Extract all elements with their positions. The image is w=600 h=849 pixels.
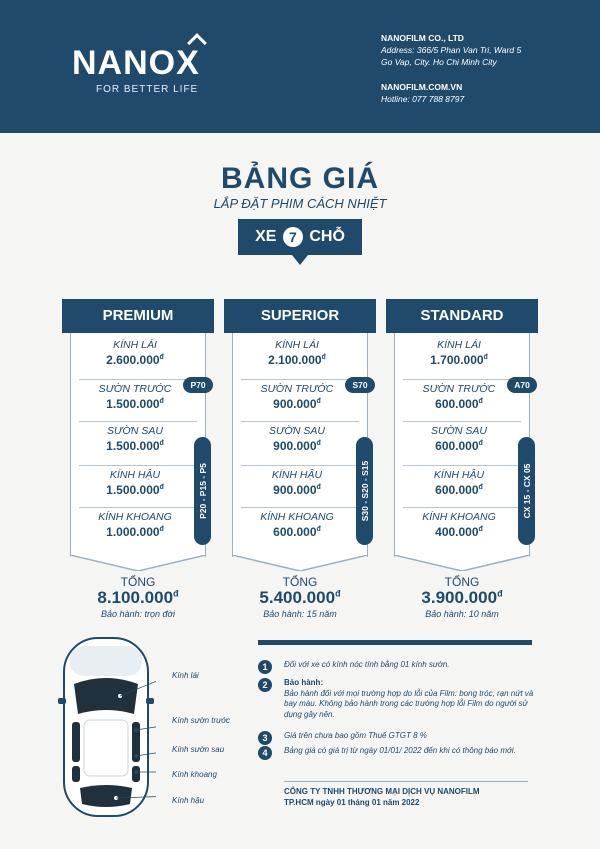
note-text: Giá trên chưa bao gồm Thuế GTGT 8 %	[284, 731, 427, 740]
total-label: TỔNG	[282, 575, 318, 589]
car-label-kinh-hau: Kính hậu	[172, 796, 205, 805]
signature-block	[284, 786, 480, 808]
seat-count-badge: 7	[283, 227, 303, 247]
notes-divider	[258, 640, 532, 645]
package-name: PREMIUM	[62, 299, 214, 333]
glass-price: $2.100.000^đ$	[268, 353, 326, 367]
glass-type-label: KÍNH KHOANG	[422, 511, 496, 523]
signature-date: TP.HCM ngày 01 tháng 01 năm 2022	[284, 798, 420, 807]
glass-type-label: KÍNH LÁI	[275, 339, 319, 351]
total-price: $8.100.000^đ$	[97, 588, 179, 607]
row-separator	[241, 465, 359, 466]
glass-type-label: SƯỜN TRƯỚC	[422, 383, 496, 395]
row-separator	[79, 507, 197, 508]
company-info	[381, 32, 521, 105]
note-text: Đối với xe có kính nóc tính bằng 01 kính sườn.	[284, 660, 450, 669]
film-badge: P70	[183, 377, 213, 393]
glass-price: $400.000^đ$	[435, 525, 483, 539]
row-separator	[241, 507, 359, 508]
price-row	[79, 383, 191, 423]
price-row	[241, 469, 353, 509]
logo-text: NANO	[72, 44, 177, 82]
price-row	[241, 383, 353, 423]
address-line-2: Go Vap, City. Ho Chi Minh City	[381, 57, 497, 67]
price-row	[403, 511, 515, 551]
glass-type-label: SƯỜN SAU	[431, 425, 487, 437]
car-label-suon-sau: Kính sườn sau	[172, 745, 225, 754]
tagline: FOR BETTER LIFE	[96, 84, 199, 95]
card-tip-shape	[394, 555, 530, 571]
glass-price: $600.000^đ$	[435, 397, 483, 411]
price-row	[241, 425, 353, 465]
car-label-kinh-khoang: Kính khoang	[172, 770, 217, 779]
note-item	[258, 660, 536, 671]
total-label: TỔNG	[444, 575, 480, 589]
card-body	[70, 333, 206, 557]
total-superior	[224, 575, 376, 619]
glass-type-label: SƯỜN SAU	[107, 425, 163, 437]
website[interactable]: NANOFILM.COM.VN	[381, 82, 463, 92]
note-number-badge: 3	[258, 731, 272, 745]
warranty-text: Bảo hành: 10 năm	[425, 609, 499, 619]
logo-x-house-icon: X	[176, 44, 200, 83]
film-badge: A70	[507, 377, 537, 393]
note-text: Bảng giá có giá trị từ ngày 01/01/ 2022 đến khi có thông báo mới.	[284, 746, 516, 755]
note-number-badge: 4	[258, 746, 272, 760]
warranty-text: Bảo hành: 15 năm	[263, 609, 337, 619]
row-separator	[403, 379, 521, 380]
card-body	[232, 333, 368, 557]
price-row	[403, 469, 515, 509]
car-diagram	[56, 632, 156, 822]
glass-price: $1.500.000^đ$	[106, 483, 164, 497]
price-card-standard	[386, 299, 538, 571]
price-row	[79, 511, 191, 551]
note-item	[258, 678, 536, 720]
card-tip-shape	[70, 555, 206, 571]
price-card-premium	[62, 299, 214, 571]
row-separator	[79, 379, 197, 380]
row-separator	[403, 507, 521, 508]
glass-type-label: KÍNH LÁI	[113, 339, 157, 351]
row-separator	[241, 379, 359, 380]
total-price: $3.900.000^đ$	[421, 588, 503, 607]
row-separator	[241, 421, 359, 422]
glass-price: $600.000^đ$	[435, 439, 483, 453]
glass-type-label: KÍNH LÁI	[437, 339, 481, 351]
glass-type-label: KÍNH HẬU	[433, 469, 485, 481]
glass-price: $1.500.000^đ$	[106, 439, 164, 453]
signature-company: CÔNG TY TNHH THƯƠNG MẠI DỊCH VỤ NANOFILM	[284, 787, 480, 796]
row-separator	[403, 421, 521, 422]
glass-price: $600.000^đ$	[435, 483, 483, 497]
vehicle-ribbon	[238, 219, 362, 265]
price-row	[79, 425, 191, 465]
page-subtitle: LẮP ĐẶT PHIM CÁCH NHIỆT	[213, 196, 387, 211]
page-title: BẢNG GIÁ	[221, 162, 379, 195]
row-separator	[79, 421, 197, 422]
glass-price: $900.000^đ$	[273, 439, 321, 453]
note-number-badge: 1	[258, 660, 272, 674]
signature-divider	[284, 781, 528, 782]
total-premium	[62, 575, 214, 619]
film-series-pill: P20 - P15 - P5	[194, 437, 211, 545]
note-item	[258, 731, 536, 742]
car-topview-icon	[56, 632, 156, 822]
row-separator	[79, 465, 197, 466]
address-line-1: Address: 366/5 Phan Van Tri, Ward 5	[381, 45, 522, 55]
glass-type-label: SƯỜN TRƯỚC	[260, 383, 334, 395]
note-text: Bảo hành đối với mọi trường hợp do lỗi của Film: bong tróc, rạn nứt và bay màu. Không bảo hành trong các trường hợp lỗi Film do người sử dụng gây nên.	[284, 688, 534, 719]
header-banner	[0, 0, 600, 133]
package-name: STANDARD	[386, 299, 538, 333]
price-row	[79, 339, 191, 379]
film-series-pill: S30 - S20 - S15	[356, 437, 373, 545]
brand-logo	[72, 44, 200, 83]
glass-type-label: KÍNH KHOANG	[98, 511, 172, 523]
glass-price: $1.000.000^đ$	[106, 525, 164, 539]
car-label-kinh-lai: Kính lái	[172, 671, 199, 680]
company-name: NANOFILM CO., LTD	[381, 33, 464, 43]
note-title: Bảo hành:	[284, 678, 324, 687]
price-card-superior	[224, 299, 376, 571]
glass-price: $2.600.000^đ$	[106, 353, 164, 367]
film-series-pill: CX 15 - CX 05	[518, 437, 535, 545]
total-standard	[386, 575, 538, 619]
price-row	[241, 339, 353, 379]
glass-price: $900.000^đ$	[273, 397, 321, 411]
glass-price: $600.000^đ$	[273, 525, 321, 539]
car-label-suon-truoc: Kính sườn trước	[172, 716, 231, 725]
glass-price: $1.500.000^đ$	[106, 397, 164, 411]
total-price: $5.400.000^đ$	[259, 588, 341, 607]
warranty-text: Bảo hành: trọn đời	[101, 609, 175, 619]
glass-type-label: KÍNH KHOANG	[260, 511, 334, 523]
glass-price: $900.000^đ$	[273, 483, 321, 497]
glass-type-label: KÍNH HẬU	[271, 469, 323, 481]
card-tip-shape	[232, 555, 368, 571]
price-row	[403, 425, 515, 465]
film-badge: S70	[345, 377, 375, 393]
vehicle-label: XE 7 CHỖ	[255, 228, 345, 246]
package-name: SUPERIOR	[224, 299, 376, 333]
glass-type-label: SƯỜN SAU	[269, 425, 325, 437]
note-item	[258, 746, 536, 757]
total-label: TỔNG	[120, 575, 156, 589]
row-separator	[403, 465, 521, 466]
price-row	[403, 383, 515, 423]
glass-type-label: SƯỜN TRƯỚC	[98, 383, 172, 395]
price-row	[241, 511, 353, 551]
glass-type-label: KÍNH HẬU	[109, 469, 161, 481]
price-row	[403, 339, 515, 379]
price-row	[79, 469, 191, 509]
note-number-badge: 2	[258, 678, 272, 692]
hotline[interactable]: Hotline: 077 788 8797	[381, 94, 465, 104]
card-body	[394, 333, 530, 557]
glass-price: $1.700.000^đ$	[430, 353, 488, 367]
